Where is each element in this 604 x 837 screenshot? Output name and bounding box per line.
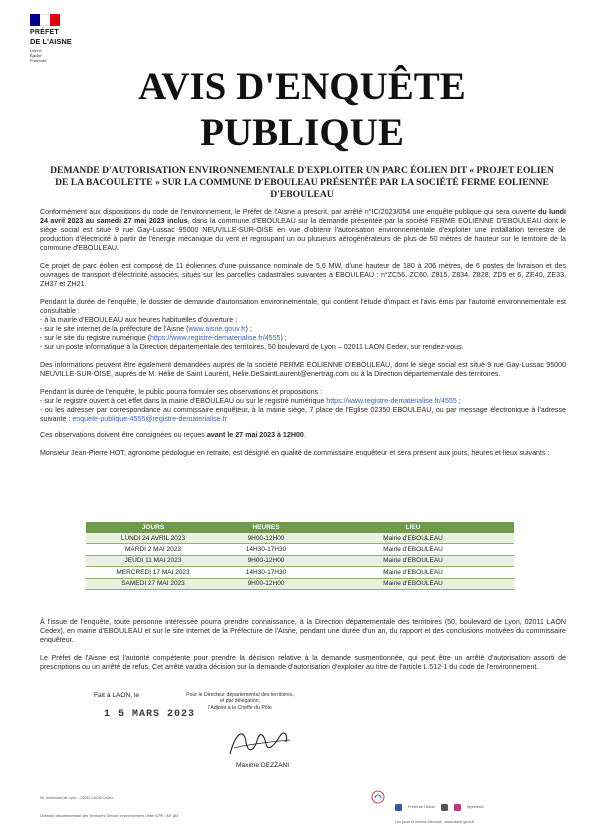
table-row	[86, 555, 514, 566]
para1-dates: du lundi 24 avril 2023 au samedi 27 mai 2023 inclus	[40, 208, 566, 225]
para6-c: .	[303, 431, 306, 439]
body-text	[40, 208, 566, 467]
cell-hours: 9H00-12H00	[220, 578, 312, 589]
para1-a: Conformément aux dispositions du code de l'environnement, le Préfet de l'Aisne a prescrit, par arrêté n°IC/2023/054 une enquête publique qui sera ouverte	[40, 208, 539, 216]
paragraph-commissaire: Monsieur Jean-Pierre HOT, agronome pédologue en retraite, est désigné en qualité de commissaire enquêteur et sera présent aux jours, heures et lieux suivants :	[40, 449, 550, 457]
cell-place: Mairie d'EBOULEAU	[312, 567, 514, 578]
cell-place: Mairie d'EBOULEAU	[312, 555, 514, 566]
cell-place: Mairie d'EBOULEAU	[312, 533, 514, 544]
footer-hours: Les jours et heures d'accueil : www.aisne.gouv.fr	[395, 820, 475, 824]
table-header-row	[86, 522, 514, 533]
prefecture-line2: DE L'AISNE	[30, 37, 72, 46]
marianne-icon	[370, 790, 386, 804]
social-links	[395, 804, 484, 811]
header-lieu: LIEU	[312, 522, 514, 533]
social-handle: @prefet02	[466, 805, 485, 809]
cell-hours: 14H30-17H30	[220, 567, 312, 578]
table-row	[86, 567, 514, 578]
prefecture-site-link[interactable]: www.aisne.gouv.fr	[188, 325, 246, 333]
para3-item2a: - sur le site internet de la préfecture de l'Aisne (	[40, 325, 189, 333]
signature-block	[170, 692, 310, 711]
signature-line3: l'Adjoint à la Cheffe du Pôle	[208, 704, 272, 711]
para3-item4: - sur un poste informatique à la Direction départementale des territoires, 50 boulevard de Lyon – 02011 LAON Cedex, sur rendez-vous.	[40, 343, 464, 351]
para5-item1b: ;	[456, 397, 461, 405]
social-facebook-label: Préfet de l'Aisne	[408, 805, 435, 809]
cell-place: Mairie d'EBOULEAU	[312, 578, 514, 589]
email-link[interactable]: enquete-publique-4555@registre-dematerialise.fr	[72, 415, 228, 423]
para3-intro: Pendant la durée de l'enquête, le dossier de demande d'autorisation environnementale, qui contient l'étude d'impact et l'avis émis par l'autorité environnementale est consultable :	[40, 298, 566, 315]
para6-deadline: avant le 27 mai 2023 à 12H00	[206, 431, 304, 439]
cell-place: Mairie d'EBOULEAU	[312, 544, 514, 555]
table-row	[86, 544, 514, 555]
cell-day: MARDI 2 MAI 2023	[86, 544, 220, 555]
prefecture-line1: PRÉFET	[30, 29, 59, 36]
para5-item1a: - sur le registre ouvert à cet effet dans la mairie d'EBOULEAU ou sur le registre numérique	[40, 397, 327, 405]
footer-direction: Direction départementale des Territoires Service environnement Unité ICPE / AE 184	[40, 814, 179, 818]
paragraph-observations	[40, 388, 566, 424]
paragraph-project: Ce projet de parc éolien est composé de 11 éoliennes d'une puissance nominale de 5,6 MW, d'une hauteur de 180 à 206 mètres, de 6 postes de livraison et des ouvrages de transport d'électricité associés, situés sur les parcelles cadastrales suivantes à EBOULEAU : n°ZC56, ZC60, Z815, Z834, Z828, ZD5 et 6, ZE40, ZE33, ZH37 et ZH21.	[40, 262, 566, 288]
date-stamp: 1 5 MARS 2023	[104, 709, 196, 720]
instagram-icon[interactable]	[454, 804, 461, 811]
signature-line1: Pour le Directeur départemental des territoires,	[186, 692, 294, 698]
handwritten-signature	[224, 724, 294, 762]
motto-liberte: Liberté	[30, 48, 42, 53]
subtitle: DEMANDE D'AUTORISATION ENVIRONNEMENTALE D'EXPLOITER UN PARC ÉOLIEN DIT « PROJET EOLIEN DE LA BACOULETTE » SUR LA COMMUNE D'EBOULEAU PRÉSENTÉE PAR LA SOCIÉTÉ FERME EOLIENNE D'EBOULEAU	[50, 165, 554, 200]
motto-fraternite: Fraternité	[30, 58, 47, 63]
signature-place: Fait à LAON, le	[94, 692, 140, 699]
paragraph-prescription	[40, 208, 566, 253]
title-line1: AVIS D'ENQUÊTE	[138, 65, 466, 108]
paragraph-results: À l'issue de l'enquête, toute personne intéressée pourra prendre connaissance, à la Direction départementale des territoires (50, boulevard de Lyon, 02011 LAON Cedex), en mairie d'EBOULEAU et sur le site Internet de la Préfecture de l'Aisne, pendant une durée d'un an, du rapport et des conclusions motivées du commissaire enquêteur.	[40, 618, 566, 644]
para5-item2a: - ou les adresser par correspondance au commissaire enquêteur, à la mairie siège, 7 place de l'Eglise 02350 EBOULEAU, ou par message électronique à l'adresse suivante :	[40, 406, 566, 423]
cell-hours: 14H30-17H30	[220, 544, 312, 555]
signatory-name: Maxime DEZZANI	[236, 762, 290, 769]
paragraph-consultation	[40, 298, 566, 352]
title-line2: PUBLIQUE	[200, 111, 404, 154]
cell-hours: 9H00-12H00	[220, 533, 312, 544]
motto	[30, 48, 110, 63]
para3-item3b: ) ;	[280, 334, 287, 342]
paragraph-authority: Le Préfet de l'Aisne est l'autorité compétente pour prendre la décision relative à la demande susmentionnée, qui peut être un arrêté d'autorisation assorti de prescriptions ou un arrêté de refus. Cet arrêté vaudra décision sur la demande d'autorisation d'exploiter au titre de l'article L.512-1 du code de l'environnement.	[40, 654, 566, 671]
cell-day: JEUDI 11 MAI 2023	[86, 555, 220, 566]
page-title	[40, 64, 564, 156]
x-icon[interactable]	[441, 804, 448, 811]
header-jours: JOURS	[86, 522, 220, 533]
para6-a: Ces observations doivent être consignées ou reçues	[40, 431, 207, 439]
para1-c: , dans la commune d'EBOULEAU sur la demande présentée par la société FERME EOLIENNE D'EBOULEAU dont le siège social est situé 9 rue Gay-Lussac 95000 NEUVILLE-SUR-OISE en vue d'obtenir l'autorisation environnementale d'exploiter une installation terrestre de production d'électricité à partir de l'énergie mécanique du vent et regroupant un ou plusieurs aérogénérateurs de plus de 50 mètres de hauteur sur le territoire de la commune d'EBOULEAU.	[40, 217, 566, 252]
table-row	[86, 578, 514, 589]
table-row	[86, 533, 514, 544]
cell-hours: 9H00-12H00	[220, 555, 312, 566]
para5-intro: Pendant la durée de l'enquête, le public pourra formuler ses observations et propositions :	[40, 388, 323, 396]
prefecture-logo	[30, 14, 110, 63]
para3-item2b: ) ;	[245, 325, 252, 333]
cell-day: LUNDI 24 AVRIL 2023	[86, 533, 220, 544]
header-heures: HEURES	[220, 522, 312, 533]
facebook-icon[interactable]	[395, 804, 402, 811]
schedule-table	[86, 522, 514, 590]
paragraph-information: Des informations peuvent être également demandées auprès de la société FERME EOLIENNE D'EBOULEAU, dont le siège social est situé 9 rue Gay-Lussac 95000 NEUVILLE-SUR-OISE, auprès de M. Hélie de Saint Laurent, Helie.DeSaintLaurent@enertrag.com ou à la Direction départementale des territoires.	[40, 361, 566, 378]
paragraph-deadline	[40, 431, 566, 440]
cell-day: SAMEDI 27 MAI 2023	[86, 578, 220, 589]
para3-item3a: - sur le site du registre numérique (	[40, 334, 150, 342]
flag-icon	[30, 14, 60, 26]
body-text-after-table	[40, 618, 566, 681]
registre-link[interactable]: https://www.registre-dematerialise.fr/4555	[150, 334, 281, 342]
footer-address: 50, boulevard de Lyon – 02011 LAON Cedex	[40, 796, 114, 800]
cell-day: MERCREDI 17 MAI 2023	[86, 567, 220, 578]
signature-line2: et par délégation,	[219, 698, 261, 705]
motto-egalite: Égalité	[30, 53, 42, 58]
registre-numerique-link[interactable]: https://www.registre-dematerialise.fr/4555	[326, 397, 457, 405]
permanences-table	[86, 522, 514, 590]
para3-item1: - à la mairie d'EBOULEAU aux heures habituelles d'ouverture ;	[40, 316, 238, 324]
